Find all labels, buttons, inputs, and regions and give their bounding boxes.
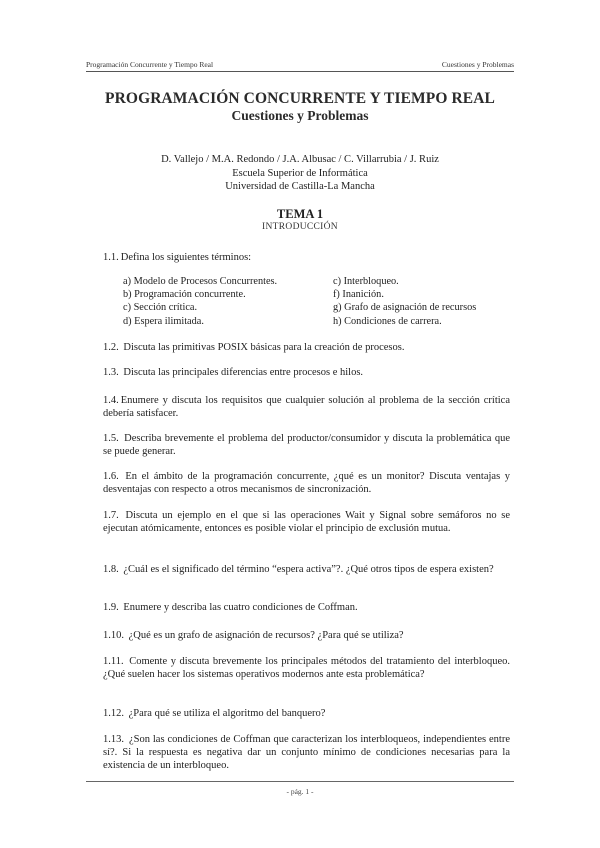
question-item xyxy=(103,563,510,576)
running-header-left: Programación Concurrente y Tiempo Real xyxy=(86,60,214,69)
term-item: b) Programación concurrente. xyxy=(123,289,246,301)
question-number: 1.13. xyxy=(103,734,124,745)
term-item: c) Interbloqueo. xyxy=(333,276,399,287)
question-item xyxy=(103,655,510,681)
question-number: 1.11. xyxy=(103,656,124,667)
term-item: d) Espera ilimitada. xyxy=(123,315,204,327)
question-text: Discuta las principales diferencias entre procesos e hilos. xyxy=(123,367,364,378)
term-item: h) Condiciones de carrera. xyxy=(333,315,442,327)
author-block xyxy=(0,153,600,194)
question-text: Discuta las primitivas POSIX básicas para la creación de procesos. xyxy=(123,342,405,353)
terms-list xyxy=(123,275,513,328)
question-item xyxy=(103,366,510,379)
question-number: 1.6. xyxy=(103,471,119,482)
question-number: 1.1. xyxy=(103,252,119,263)
question-text: Comente y discuta brevemente los principales métodos del tratamiento del interbloqueo. ¿Qué suelen hacer los sistemas operativos modernos ante esta problemática? xyxy=(103,656,511,680)
question-number: 1.2. xyxy=(103,342,119,353)
document-subtitle: Cuestiones y Problemas xyxy=(231,108,369,123)
question-item xyxy=(103,470,510,496)
term-item: f) Inanición. xyxy=(333,289,384,301)
university-name: Universidad de Castilla-La Mancha xyxy=(225,181,375,192)
question-number: 1.12. xyxy=(103,708,124,719)
question-text: En el ámbito de la programación concurrente, ¿qué es un monitor? Discuta ventajas y desventajas con respecto a otros mecanismos de sincronización. xyxy=(103,471,510,495)
term-item: a) Modelo de Procesos Concurrentes. xyxy=(123,276,278,287)
term-item: g) Grafo de asignación de recursos xyxy=(333,302,477,314)
chapter-subtitle: INTRODUCCIÓN xyxy=(262,222,338,232)
question-number: 1.10. xyxy=(103,630,124,641)
question-item xyxy=(103,509,510,535)
question-number: 1.5. xyxy=(103,433,119,444)
question-text: Enumere y describa las cuatro condiciones de Coffman. xyxy=(123,602,358,613)
chapter-title: TEMA 1 xyxy=(276,207,324,221)
school-name: Escuela Superior de Informática xyxy=(232,167,368,179)
running-header-right: Cuestiones y Problemas xyxy=(441,60,514,69)
question-text: ¿Cuál es el significado del término “espera activa”?. ¿Qué otros tipos de espera existen? xyxy=(123,564,494,575)
author-names: D. Vallejo / M.A. Redondo / J.A. Albusac / C. Villarrubia / J. Ruiz xyxy=(161,154,439,165)
question-item xyxy=(103,341,510,354)
running-header xyxy=(86,60,514,69)
question-item xyxy=(103,733,510,772)
page-number: - pág. 1 - xyxy=(286,787,314,796)
question-text: Enumere y discuta los requisitos que cualquier solución al problema de la sección crítica debería satisfacer. xyxy=(103,395,510,419)
document-title: PROGRAMACIÓN CONCURRENTE Y TIEMPO REAL xyxy=(105,90,495,107)
question-text: ¿Son las condiciones de Coffman que caracterizan los interbloqueos, independientes entre sí?. Si la respuesta es negativa dar un conjunto mínimo de condiciones necesarias para la existencia de un interbloqueo. xyxy=(103,734,510,771)
term-item: c) Sección crítica. xyxy=(123,302,198,314)
question-number: 1.7. xyxy=(103,510,119,521)
question-item xyxy=(103,707,510,720)
question-number: 1.8. xyxy=(103,564,119,575)
question-item xyxy=(103,432,510,458)
footer-rule xyxy=(86,781,514,782)
question-item xyxy=(103,629,510,642)
question-item xyxy=(103,601,510,614)
question-number: 1.4. xyxy=(103,395,119,406)
question-text: Discuta un ejemplo en el que si las operaciones Wait y Signal sobre semáforos no se ejecutan atómicamente, entonces es posible violar el principio de exclusión mutua. xyxy=(103,510,511,534)
header-rule xyxy=(86,71,514,72)
question-text: ¿Qué es un grafo de asignación de recursos? ¿Para qué se utiliza? xyxy=(128,630,404,641)
question-text: Describa brevemente el problema del productor/consumidor y discuta la problemática que se puede generar. xyxy=(103,433,511,457)
question-item xyxy=(103,251,510,264)
question-item xyxy=(103,394,510,420)
question-number: 1.3. xyxy=(103,367,119,378)
question-number: 1.9. xyxy=(103,602,119,613)
question-text: Defina los siguientes términos: xyxy=(120,252,252,263)
question-text: ¿Para qué se utiliza el algoritmo del banquero? xyxy=(128,708,326,719)
